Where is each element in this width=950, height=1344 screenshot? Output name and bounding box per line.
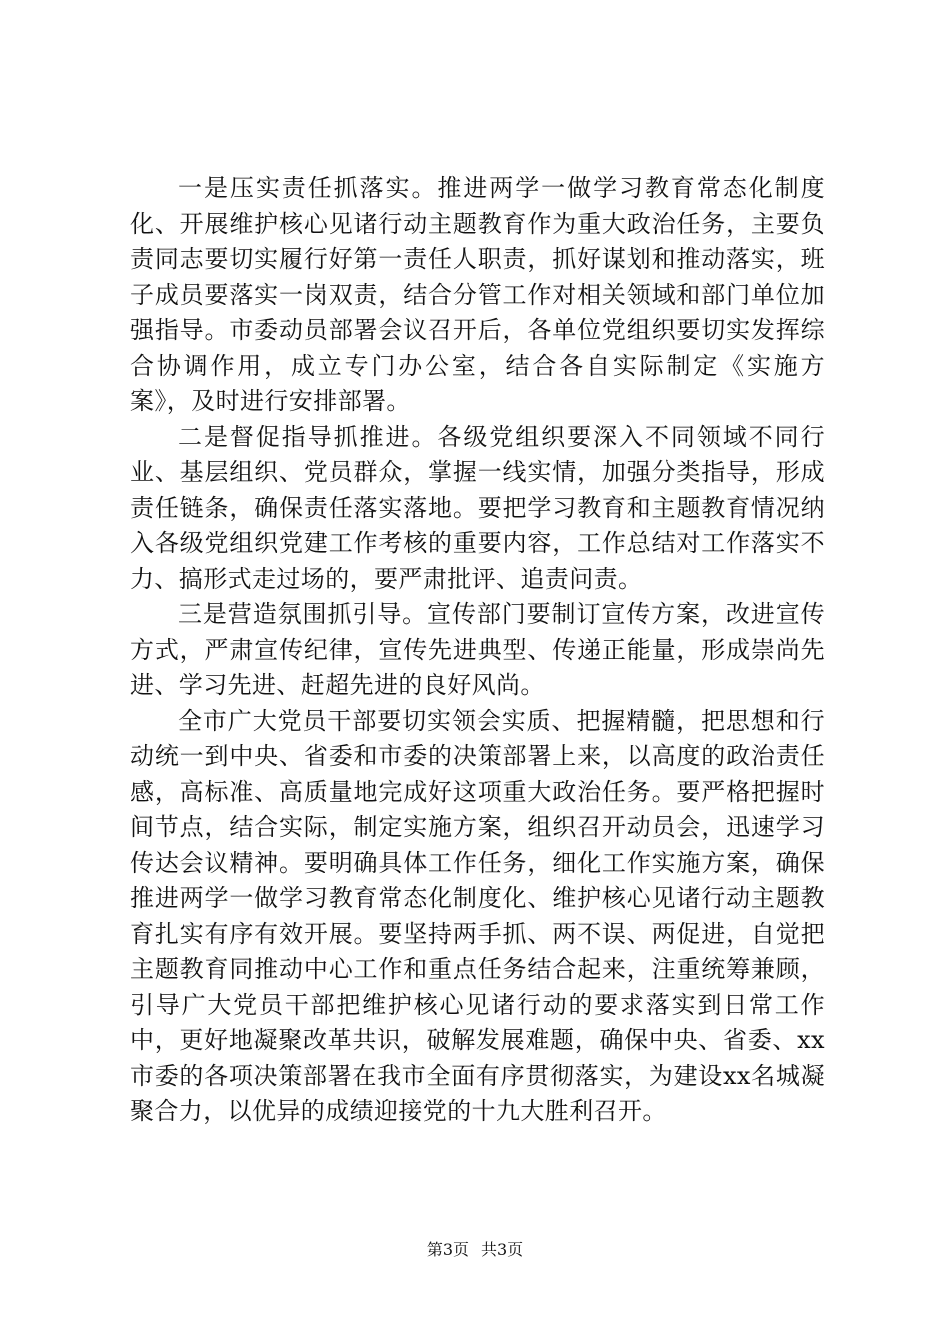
document-body	[130, 171, 825, 1130]
paragraph-supervision: 二是督促指导抓推进。各级党组织要深入不同领域不同行业、基层组织、党员群众，掌握一线实情，加强分类指导，形成责任链条，确保责任落实落地。要把学习教育和主题教育情况纳入各级党组织党建工作考核的重要内容，工作总结对工作落实不力、搞形式走过场的，要严肃批评、追责问责。	[130, 422, 825, 593]
paragraph-atmosphere: 三是营造氛围抓引导。宣传部门要制订宣传方案，改进宣传方式，严肃宣传纪律，宣传先进典型、传递正能量，形成崇尚先进、学习先进、赶超先进的良好风尚。	[130, 600, 825, 699]
page-number-current: 第3页	[426, 1240, 469, 1259]
page-number-total: 共3页	[481, 1240, 524, 1259]
page-footer	[0, 1240, 950, 1260]
paragraph-responsibility: 一是压实责任抓落实。推进两学一做学习教育常态化制度化、开展维护核心见诸行动主题教育作为重大政治任务，主要负责同志要切实履行好第一责任人职责，抓好谋划和推动落实，班子成员要落实一岗双责，结合分管工作对相关领域和部门单位加强指导。市委动员部署会议召开后，各单位党组织要切实发挥综合协调作用，成立专门办公室，结合各自实际制定《实施方案》，及时进行安排部署。	[130, 174, 825, 415]
paragraph-conclusion: 全市广大党员干部要切实领会实质、把握精髓，把思想和行动统一到中央、省委和市委的决策部署上来，以高度的政治责任感，高标准、高质量地完成好这项重大政治任务。要严格把握时间节点，结合实际，制定实施方案，组织召开动员会，迅速学习传达会议精神。要明确具体工作任务，细化工作实施方案，确保推进两学一做学习教育常态化制度化、维护核心见诸行动主题教育扎实有序有效开展。要坚持两手抓、两不误、两促进，自觉把主题教育同推动中心工作和重点任务结合起来，注重统筹兼顾，引导广大党员干部把维护核心见诸行动的要求落实到日常工作中，更好地凝聚改革共识，破解发展难题，确保中央、省委、xx市委的各项决策部署在我市全面有序贯彻落实，为建设xx名城凝聚合力，以优异的成绩迎接党的十九大胜利召开。	[130, 706, 825, 1125]
